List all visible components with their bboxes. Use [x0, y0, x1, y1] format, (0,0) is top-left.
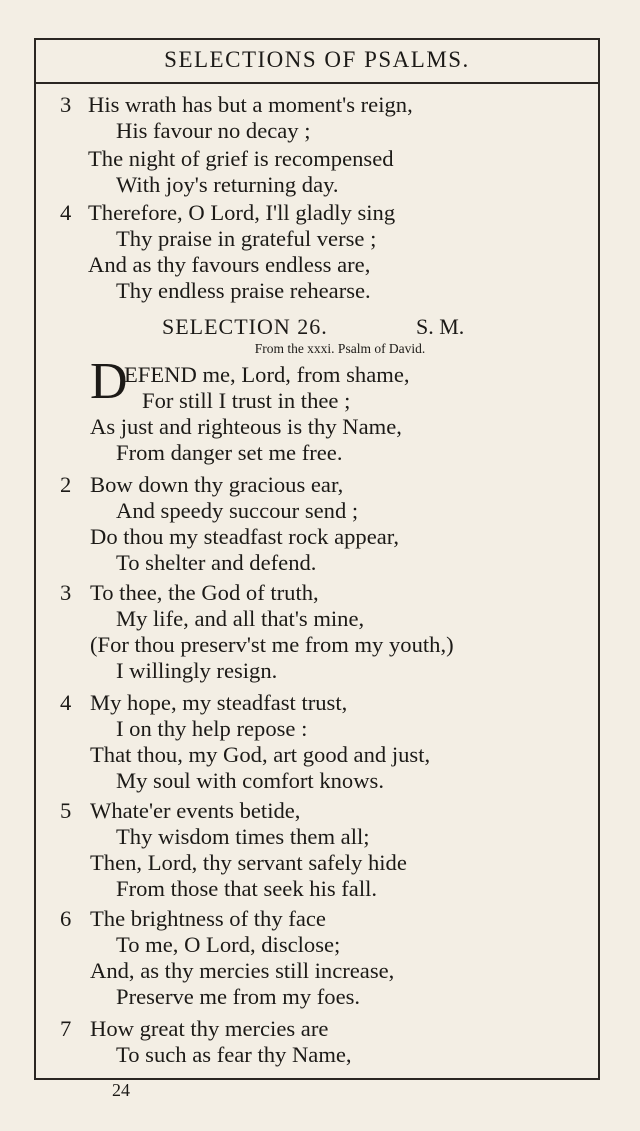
verse-line: To me, O Lord, disclose; — [116, 932, 341, 957]
verse-line: Thy endless praise rehearse. — [116, 278, 371, 303]
verse-line: And, as thy mercies still increase, — [90, 958, 395, 983]
verse-line: To shelter and defend. — [116, 550, 317, 575]
verse-line: Do thou my steadfast rock appear, — [90, 524, 400, 549]
verse-number: 2 — [60, 472, 72, 497]
verse-line: Thy praise in grateful verse ; — [116, 226, 377, 251]
verse-line: Bow down thy gracious ear, — [90, 472, 344, 497]
verse-line: How great thy mercies are — [90, 1016, 329, 1041]
verse-line: His favour no decay ; — [116, 118, 311, 143]
verse-line: My hope, my steadfast trust, — [90, 690, 348, 715]
verse-line: My life, and all that's mine, — [116, 606, 365, 631]
verse-line: The brightness of thy face — [90, 906, 326, 931]
drop-cap: D — [90, 353, 128, 410]
verse-line: For still I trust in thee ; — [142, 388, 351, 413]
verse-line: The night of grief is recompensed — [88, 146, 394, 171]
verse-line: That thou, my God, art good and just, — [90, 742, 431, 767]
verse-number: 4 — [60, 200, 72, 225]
verse-line: His wrath has but a moment's reign, — [88, 92, 413, 117]
verse-line: My soul with comfort knows. — [116, 768, 384, 793]
verse-number: 3 — [60, 580, 72, 605]
page-header-title: SELECTIONS OF PSALMS. — [164, 47, 470, 72]
verse-number: 7 — [60, 1016, 72, 1041]
verse-line: Thy wisdom times them all; — [116, 824, 370, 849]
selection-subtitle: From the xxxi. Psalm of David. — [254, 341, 426, 356]
verse-number: 6 — [60, 906, 72, 931]
verse-line: Therefore, O Lord, I'll gladly sing — [88, 200, 396, 225]
verse-number: 5 — [60, 798, 72, 823]
verse-line: (For thou preserv'st me from my youth,) — [90, 632, 454, 657]
verse-line: With joy's returning day. — [116, 172, 339, 197]
verse-line: And as thy favours endless are, — [88, 252, 371, 277]
verse-number: 3 — [60, 92, 72, 117]
verse-line: I on thy help repose : — [116, 716, 308, 741]
verse-line: From those that seek his fall. — [116, 876, 378, 901]
verse-line: And speedy succour send ; — [116, 498, 359, 523]
verse-line: To thee, the God of truth, — [90, 580, 319, 605]
verse-line: To such as fear thy Name, — [116, 1042, 352, 1067]
verse-line: EFEND me, Lord, from shame, — [124, 362, 410, 387]
verse-line: I willingly resign. — [116, 658, 278, 683]
selection-title: SELECTION 26. — [162, 314, 328, 339]
verse-line: Preserve me from my foes. — [116, 984, 361, 1009]
page-number: 24 — [112, 1080, 130, 1100]
verse-line: Then, Lord, thy servant safely hide — [90, 850, 407, 875]
verse-line: Whate'er events betide, — [90, 798, 301, 823]
page-header — [34, 38, 600, 84]
selection-meter: S. M. — [416, 314, 465, 339]
verse-line: As just and righteous is thy Name, — [90, 414, 402, 439]
verse-number: 4 — [60, 690, 72, 715]
verse-line: From danger set me free. — [116, 440, 343, 465]
